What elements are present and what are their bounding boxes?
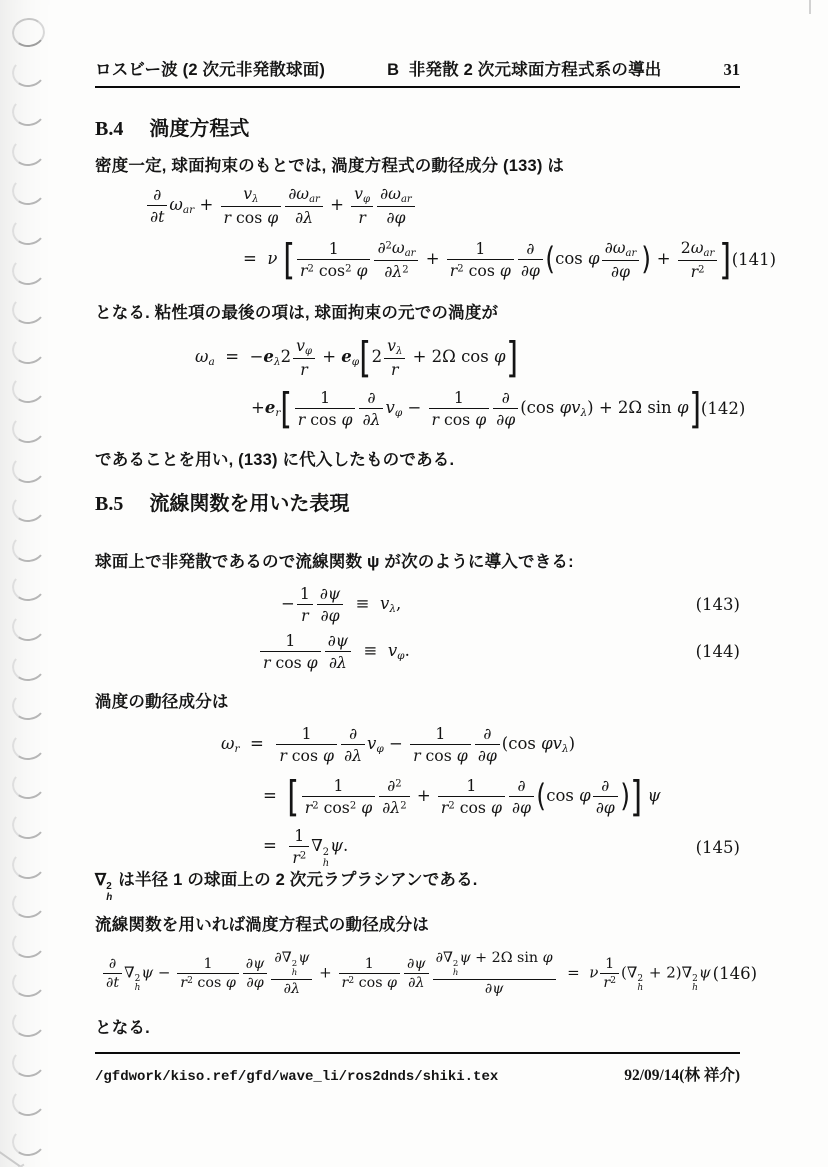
equation-number-146: (146) [712, 963, 758, 983]
binding-mark [10, 1006, 47, 1039]
equation-145-line2: = [ $\frac{1}{r^2 \cos^2 \varphi}$ $\frac{\partial^2}{\partial\lambda^2}$ + $\frac{1}{r^2 \cos \varphi}$ ∂ ∂φ (cos φ ∂ ∂φ )] ψ [263, 771, 661, 821]
equation-number-144: (144) [695, 642, 740, 661]
equation-145-line3: = $\frac{1}{r^2}$ ∇ 2 h ψ. (145) [263, 826, 740, 869]
page-header [95, 56, 740, 80]
paragraph-b5-4: 流線関数を用いれば渦度方程式の動径成分は [95, 916, 429, 934]
equation-142-line2: $+e_r$[ $\frac{1}{\text{r cos φ}}$ ∂ ∂λ $v_\varphi$ − $\frac{1}{\text{r cos φ}}$ ∂ ∂φ (cos $\varphi v_\lambda) + 2\Omega$ sin φ] (142) [251, 383, 746, 433]
paragraph-b5-5: となる. [95, 1019, 150, 1037]
binding-mark [10, 372, 47, 405]
binding-mark [10, 16, 47, 49]
binding-mark [10, 491, 47, 524]
header-section-title: B 非発散 2 次元球面方程式系の導出 [387, 61, 662, 79]
section-b4-number: B.4 [95, 118, 124, 140]
equation-145-line1: $\omega_r$ = $\frac{1}{\text{r cos φ}}$ ∂ ∂λ $v_\varphi$ − $\frac{1}{\text{r cos φ}}$ ∂ ∂φ (cos $\varphi v_\lambda$) [221, 724, 576, 765]
binding-mark [10, 847, 47, 880]
equation-143: − $\frac{1}{r}$ $\frac{\partial\psi}{\partial\varphi}$ ≡ $v_\lambda$, (143) [281, 584, 740, 625]
equation-142-line1: $\omega_a = -e_\lambda 2$ $\frac{v_\varphi}{r}$ + $e_\varphi[2$ $\frac{v_\lambda}{r}$ + 2Ω cos φ] [195, 332, 518, 382]
section-b5-title: 流線関数を用いた表現 [149, 493, 350, 515]
paragraph-b5-2: 渦度の動径成分は [95, 693, 229, 711]
binding-mark [10, 95, 47, 128]
binding-mark [10, 174, 47, 207]
footer-date-author: 92/09/14(林 祥介) [624, 1067, 740, 1084]
binding-mark [10, 531, 47, 564]
equation-number-145: (145) [695, 837, 740, 857]
binding-mark [10, 135, 47, 168]
binding-mark [10, 293, 47, 326]
footer-file-path: /gfdwork/kiso.ref/gfd/wave_li/ros2dnds/shiki.tex [95, 1069, 499, 1085]
section-b5-number: B.5 [95, 493, 124, 515]
binding-mark [10, 887, 47, 920]
binding-mark [10, 412, 47, 445]
equation-141-line2: = ν [ $\frac{1}{r^2 \cos^2 \varphi}$ $\partial^2\omega_{ar}$ $\partial\lambda^2$ + $\frac{1}{r^2 \cos \varphi}$ ∂ ∂φ (cos φ $\partial\omega_{ar}$ ∂φ ) + $2\omega_{ar}$ $r^2$ ] (141) [243, 234, 777, 284]
section-b5-heading [95, 487, 740, 516]
scan-artifact-bottom-left-2 [0, 1164, 24, 1167]
binding-mark [10, 689, 47, 722]
binding-mark [10, 451, 47, 484]
section-b4-title: 渦度方程式 [149, 118, 250, 140]
paragraph-b5-1: 球面上で非発散であるので流線関数 ψ が次のように導入できる: [95, 553, 574, 571]
binding-mark [10, 253, 47, 286]
binding-mark [10, 1085, 47, 1118]
equation-number-142: (142) [700, 399, 746, 418]
paragraph-b4-2: となる. 粘性項の最後の項は, 球面拘束の元での渦度が [95, 304, 499, 322]
equation-number-143: (143) [695, 595, 740, 614]
binding-mark [10, 966, 47, 999]
scan-artifact-top-right [798, 0, 811, 14]
equation-141-line1: ∂ ∂t $\omega_{ar}$ + $\frac{v_\lambda}{\text{r cos φ}}$ $\partial\omega_{ar}$ ∂λ + $\frac{v_\varphi}{r}$ $\partial\omega_{ar}$ ∂φ [95, 184, 740, 227]
header-rule [95, 86, 740, 88]
binding-mark [10, 927, 47, 960]
page-number: 31 [723, 60, 740, 79]
header-running-title: ロスビー波 (2 次元非発散球面) [95, 61, 326, 79]
paragraph-b5-3: ∇ 2 h は半径 1 の球面上の 2 次元ラプラシアンである. [95, 871, 478, 903]
page-footer [95, 1052, 740, 1085]
binding-mark [10, 570, 47, 603]
binding-mark [10, 1045, 47, 1078]
binding-mark [10, 55, 47, 88]
paragraph-b4-3: であることを用い, (133) に代入したものである. [95, 451, 455, 469]
binding-mark [10, 214, 47, 247]
paragraph-b4-1: 密度一定, 球面拘束のもとでは, 渦度方程式の動径成分 (133) は [95, 157, 565, 175]
binding-mark [10, 610, 47, 643]
section-b4-heading [95, 112, 740, 141]
binding-mark [10, 729, 47, 762]
binding-mark [10, 808, 47, 841]
equation-number-141: (141) [731, 250, 777, 269]
binding-mark [10, 333, 47, 366]
binding-mark [10, 768, 47, 801]
equation-146: ∂ ∂t ∇ 2 h ψ − $\frac{1}{r^2 \cos \varphi}$ $\frac{\partial\psi}{\partial\varphi}$ ∂∇ 2 h ψ ∂λ + $\frac{1}{r^2 \cos \varphi}$ $\frac{\partial\psi}{\partial\lambda}$ ∂∇ 2 h ψ + 2Ω sin φ ∂ψ = ν $\frac{1}{r^2}$ (∇ 2 h + 2)∇ 2 h ψ (146) [95, 950, 740, 997]
binding-mark [10, 649, 47, 682]
equation-144: $\frac{1}{\text{r cos φ}}$ $\frac{\partial\psi}{\partial\lambda}$ ≡ $v_\varphi$. (144) [95, 631, 740, 672]
binding-mark [10, 1125, 47, 1158]
